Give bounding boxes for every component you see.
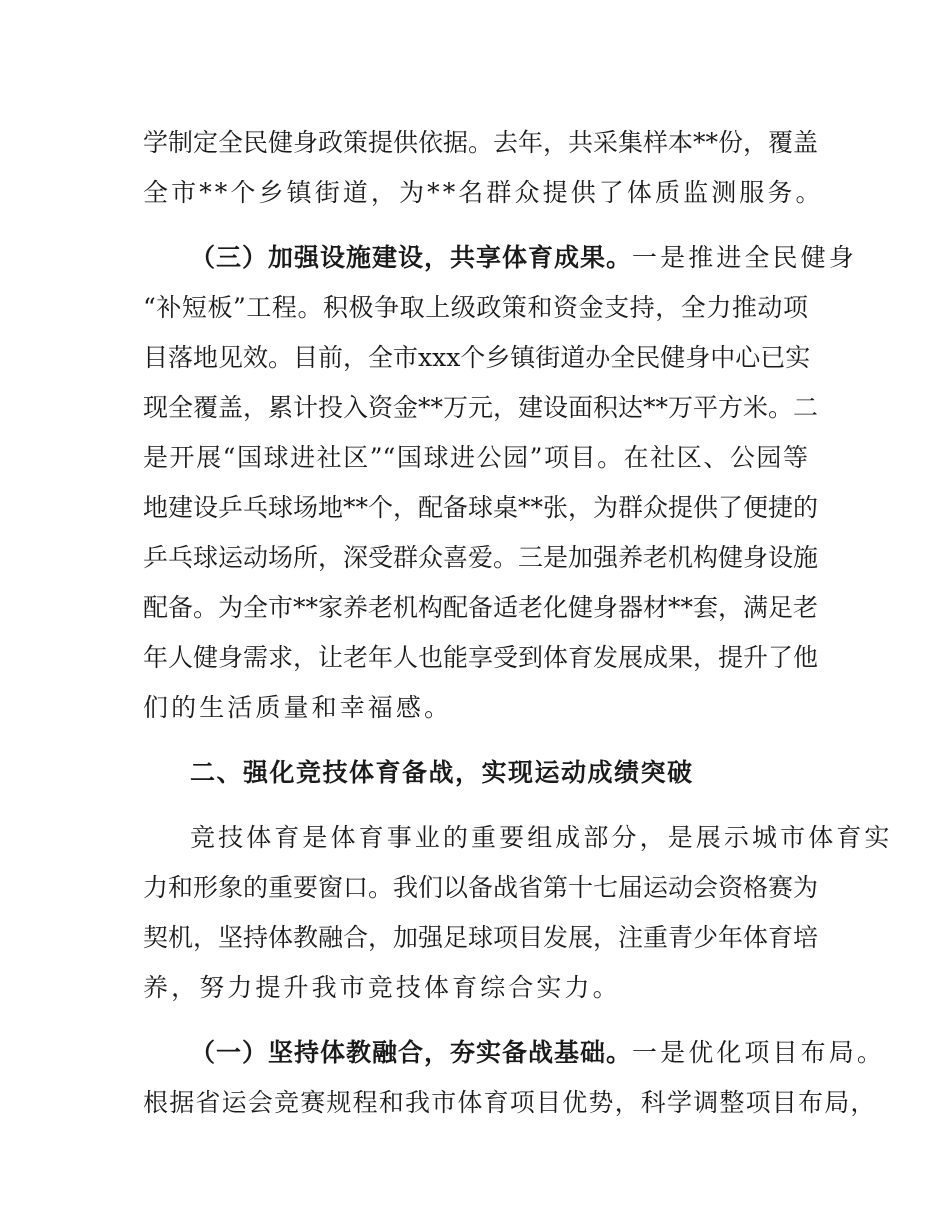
paragraph-line: 学制定全民健身政策提供依据。去年，共采集样本**份，覆盖 bbox=[143, 128, 819, 157]
paragraph-line: 配备。为全市**家养老机构配备适老化健身器材**套，满足老 bbox=[143, 593, 819, 622]
paragraph-line: 是开展“国球进社区”“国球进公园”项目。在社区、公园等 bbox=[143, 443, 808, 472]
paragraph-line: 们的生活质量和幸福感。 bbox=[143, 693, 453, 722]
paragraph-line: 目落地见效。目前，全市xxx个乡镇街道办全民健身中心已实 bbox=[143, 343, 811, 372]
paragraph-line: 力和形象的重要窗口。我们以备战省第十七届运动会资格赛为 bbox=[143, 873, 819, 902]
paragraph-line: 地建设乒乓球场地**个，配备球桌**张，为群众提供了便捷的 bbox=[143, 493, 819, 522]
paragraph-line: 现全覆盖，累计投入资金**万元，建设面积达**万平方米。二 bbox=[143, 393, 819, 422]
subsection-heading: （一）坚持体教融合，夯实备战基础。 bbox=[190, 1038, 633, 1067]
paragraph-first-line: 竞技体育是体育事业的重要组成部分，是展示城市体育实 bbox=[190, 823, 893, 852]
paragraph-first-line bbox=[190, 1038, 885, 1068]
paragraph-line: 年人健身需求，让老年人也能享受到体育发展成果，提升了他 bbox=[143, 643, 819, 672]
paragraph-text: 一是优化项目布局。 bbox=[632, 1038, 885, 1067]
paragraph-line: 全市**个乡镇街道，为**名群众提供了体质监测服务。 bbox=[143, 178, 824, 207]
paragraph-line: 乒乓球运动场所，深受群众喜爱。三是加强养老机构健身设施 bbox=[143, 543, 819, 572]
paragraph-text: 一是推进全民健身 bbox=[632, 243, 857, 272]
section-heading: 二、强化竞技体育备战，实现运动成绩突破 bbox=[190, 758, 694, 787]
paragraph-line: 养，努力提升我市竞技体育综合实力。 bbox=[143, 973, 621, 1002]
paragraph-line: “补短板”工程。积极争取上级政策和资金支持，全力推动项 bbox=[143, 293, 808, 322]
paragraph-line: 契机，坚持体教融合，加强足球项目发展，注重青少年体育培 bbox=[143, 923, 819, 952]
subsection-heading: （三）加强设施建设，共享体育成果。 bbox=[190, 243, 633, 272]
paragraph-first-line bbox=[190, 243, 857, 273]
paragraph-line: 根据省运会竞赛规程和我市体育项目优势，科学调整项目布局， bbox=[143, 1088, 877, 1117]
